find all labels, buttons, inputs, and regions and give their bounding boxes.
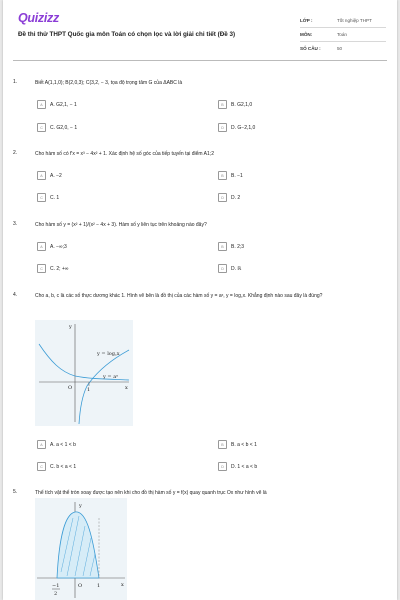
meta-row-count (300, 42, 386, 55)
option-text: A. −2 (50, 172, 62, 179)
option-letter-box: A (37, 100, 46, 109)
option-d[interactable] (218, 264, 241, 273)
option-text: C. 2; +∞ (50, 265, 69, 272)
option-text: A. −∞;3 (50, 243, 67, 250)
option-b[interactable] (218, 171, 243, 180)
option-c[interactable] (37, 264, 68, 273)
quizizz-logo: Quizizz (18, 11, 59, 25)
neg-half-denominator: 2 (54, 591, 58, 597)
option-d[interactable] (218, 123, 255, 132)
header-divider (13, 60, 387, 61)
meta-value: 50 (337, 46, 343, 51)
option-a[interactable] (37, 440, 76, 449)
option-text: B. 2;3 (231, 243, 245, 250)
question-number: 2. (13, 150, 18, 156)
option-text: B. a < b < 1 (231, 441, 257, 448)
option-d[interactable] (218, 193, 240, 202)
origin-label: O (78, 583, 83, 589)
meta-row-subject (300, 28, 386, 42)
option-letter-box: C (37, 123, 46, 132)
exp-curve-label: y = aˣ (103, 374, 119, 380)
question-number: 4. (13, 292, 18, 298)
option-letter-box: D (218, 123, 227, 132)
option-a[interactable] (37, 100, 77, 109)
option-d[interactable] (218, 462, 257, 471)
option-a[interactable] (37, 242, 67, 251)
figure-solid-of-revolution (35, 498, 127, 600)
log-curve-label: y = log꜀x (97, 351, 120, 357)
x-axis-label: x (125, 385, 128, 391)
meta-key: LỚP : (300, 18, 313, 23)
page-title: Đề thi thử THPT Quốc gia môn Toán có chọn lọc và lời giải chi tiết (Đề 3) (18, 31, 236, 38)
option-text: B. −1 (231, 172, 243, 179)
one-label: 1 (97, 583, 101, 589)
question-number: 3. (13, 221, 18, 227)
document-page (3, 0, 397, 600)
option-letter-box: D (218, 264, 227, 273)
meta-key: MÔN: (300, 32, 313, 37)
option-b[interactable] (218, 440, 257, 449)
figure-background (35, 320, 133, 426)
option-letter-box: A (37, 242, 46, 251)
option-letter-box: D (218, 193, 227, 202)
one-label: 1 (87, 387, 91, 393)
option-text: D. 1 < a < b (231, 463, 258, 470)
option-letter-box: D (218, 462, 227, 471)
document-header (3, 0, 397, 60)
option-b[interactable] (218, 242, 244, 251)
option-letter-box: B (218, 171, 227, 180)
question-text: Cho hàm số y = (x² + 1)/(x² − 4x + 3). Hàm số y liên tục trên khoảng nào đây? (35, 222, 207, 228)
figure-log-exp-graph (35, 320, 133, 426)
option-letter-box: C (37, 264, 46, 273)
question-text: Thể tích vật thể tròn xoay được tạo nên khi cho đồ thị hàm số y = f(x) quay quanh trục Ox như hình vẽ là (35, 490, 267, 496)
option-text: C. G2,0, − 1 (50, 124, 78, 131)
meta-value: Toán (337, 32, 347, 37)
meta-value: Tốt nghiệp THPT (337, 18, 372, 23)
option-letter-box: C (37, 462, 46, 471)
option-letter-box: A (37, 440, 46, 449)
origin-label: O (68, 385, 73, 391)
option-text: D. 2 (231, 194, 241, 201)
option-letter-box: B (218, 242, 227, 251)
option-letter-box: A (37, 171, 46, 180)
option-c[interactable] (37, 462, 76, 471)
x-axis-label: x (121, 582, 124, 588)
meta-table (300, 14, 386, 55)
option-c[interactable] (37, 123, 77, 132)
option-b[interactable] (218, 100, 252, 109)
neg-half-numerator: −1 (52, 583, 60, 589)
question-text: Cho a, b, c là các số thực dương khác 1. Hình vẽ bên là đồ thị của các hàm số y = aˣ, y = log꜀x. Khẳng định nào sau đây là đúng? (35, 293, 323, 299)
y-axis-label: y (69, 324, 72, 330)
option-letter-box: C (37, 193, 46, 202)
option-text: A. a < 1 < b (50, 441, 76, 448)
question-text: Biết A(1,1,0); B(2,0,3); C(3,2, − 3, tọa độ trọng tâm G của ΔABC là (35, 80, 183, 86)
option-text: C. b < a < 1 (50, 463, 77, 470)
meta-key: SỐ CÂU : (300, 46, 321, 51)
question-number: 5. (13, 489, 18, 495)
option-text: D. G−2,1,0 (231, 124, 256, 131)
meta-row-class (300, 14, 386, 28)
question-text: Cho hàm số có f'x = x³ − 4x² + 1. Xác định hệ số góc của tiếp tuyến tại điểm A1;2 (35, 151, 214, 157)
option-a[interactable] (37, 171, 62, 180)
option-text: D. ℝ (231, 265, 242, 272)
option-letter-box: B (218, 440, 227, 449)
option-text: B. G2,1,0 (231, 101, 253, 108)
option-c[interactable] (37, 193, 59, 202)
option-letter-box: B (218, 100, 227, 109)
question-number: 1. (13, 79, 18, 85)
option-text: A. G2,1, − 1 (50, 101, 77, 108)
y-axis-label: y (79, 503, 82, 509)
option-text: C. 1 (50, 194, 60, 201)
